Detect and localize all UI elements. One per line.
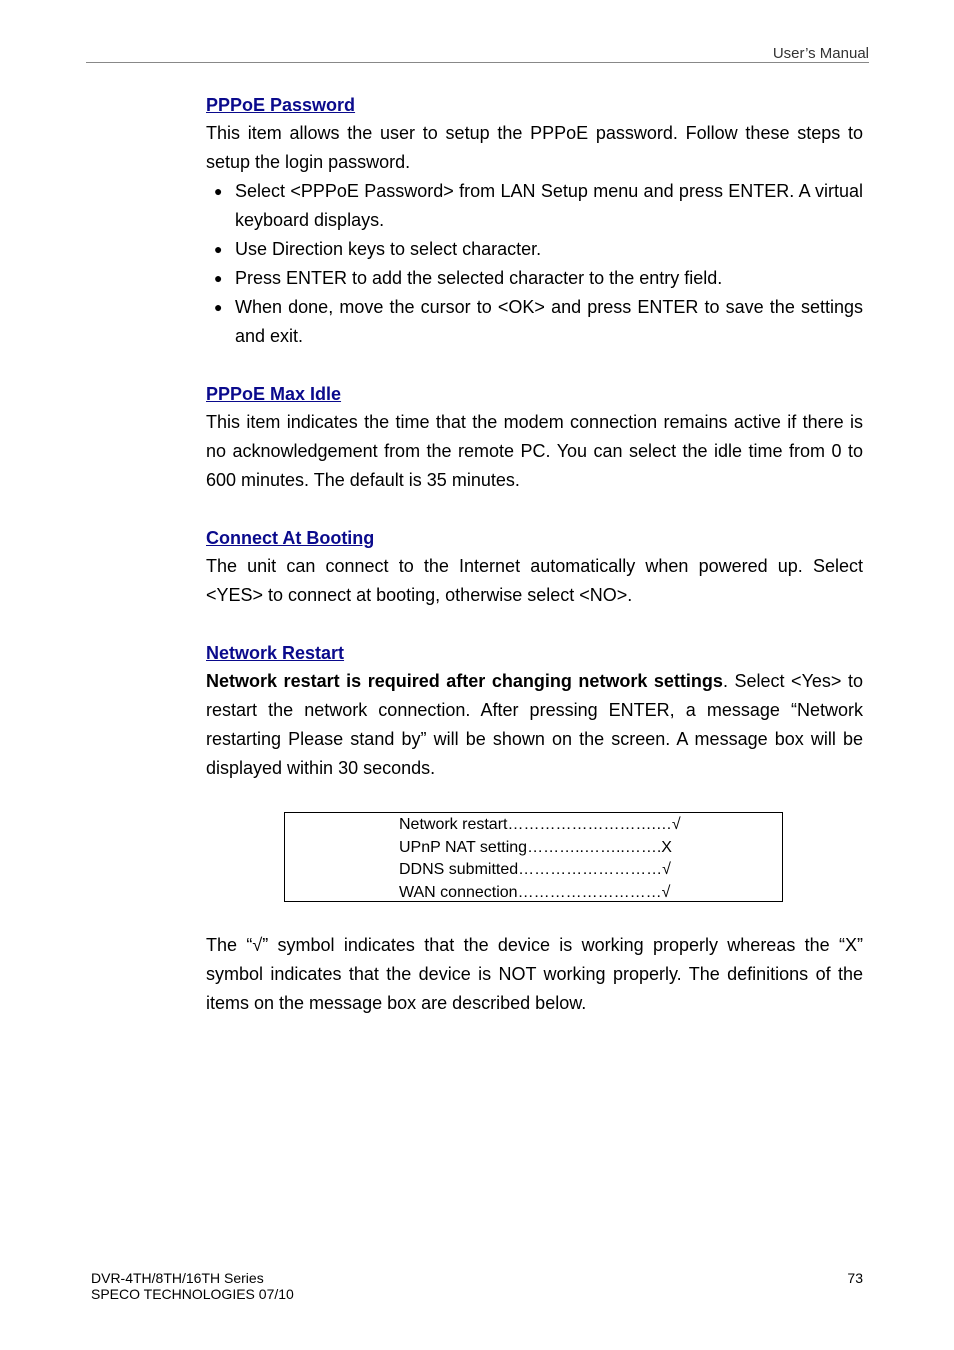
bullet-icon: ● xyxy=(214,299,223,315)
page-number: 73 xyxy=(847,1270,863,1286)
main-content xyxy=(206,92,863,813)
message-line-wan: WAN connection………………………√ xyxy=(399,883,671,901)
list-item: ● Select <PPPoE Password> from LAN Setup menu and press ENTER. A virtual keyboard displays. xyxy=(235,177,863,235)
section-body: This item indicates the time that the modem connection remains active if there is no acknowledgement from the remote PC. You can select the idle time from 0 to 600 minutes. The default is 35 minutes. xyxy=(206,412,863,490)
bold-lead: Network restart is required after changing network settings xyxy=(206,671,723,691)
footer-left xyxy=(91,1270,294,1302)
section-heading: PPPoE Password xyxy=(206,95,356,115)
section-connect-at-booting xyxy=(206,525,863,610)
running-header: User’s Manual xyxy=(772,45,869,62)
section-pppoe-password xyxy=(206,92,863,351)
bullet-icon: ● xyxy=(214,183,223,199)
section-heading: Network Restart xyxy=(206,643,345,663)
list-item: ● When done, move the cursor to <OK> and press ENTER to save the settings and exit. xyxy=(235,293,863,351)
footer-series: DVR-4TH/8TH/16TH Series xyxy=(91,1270,264,1286)
steps-list xyxy=(206,177,863,351)
section-pppoe-max-idle xyxy=(206,381,863,495)
bullet-icon: ● xyxy=(214,270,223,286)
section-heading: PPPoE Max Idle xyxy=(206,384,342,404)
section-body: This item allows the user to setup the PPPoE password. Follow these steps to setup the login password. xyxy=(206,123,863,172)
section-network-restart xyxy=(206,640,863,783)
message-line-network-restart: Network restart……………………….…√ xyxy=(399,816,681,833)
explanation-paragraph: The “√” symbol indicates that the device is working properly whereas the “X” symbol indicates that the device is NOT working properly. The definitions of the items on the message box are described below. xyxy=(206,935,863,1013)
section-body: The unit can connect to the Internet automatically when powered up. Select <YES> to connect at booting, otherwise select <NO>. xyxy=(206,556,863,605)
footer-company: SPECO TECHNOLOGIES 07/10 xyxy=(91,1286,294,1302)
message-line-ddns: DDNS submitted………………………√ xyxy=(399,861,671,878)
section-heading: Connect At Booting xyxy=(206,528,375,548)
list-item: ● Use Direction keys to select character. xyxy=(235,235,863,264)
bullet-icon: ● xyxy=(214,241,223,257)
header-divider xyxy=(86,62,869,63)
message-line-upnp-nat: UPnP NAT setting………..……..…….X xyxy=(399,838,672,856)
message-box xyxy=(284,812,783,902)
section-body: Network restart is required after changing network settings. Select <Yes> to restart the network connection. After pressing ENTER, a message “Network restarting Please stand by” will be shown on the screen. A message box will be displayed within 30 seconds. xyxy=(206,671,863,778)
list-item: ● Press ENTER to add the selected character to the entry field. xyxy=(235,264,863,293)
